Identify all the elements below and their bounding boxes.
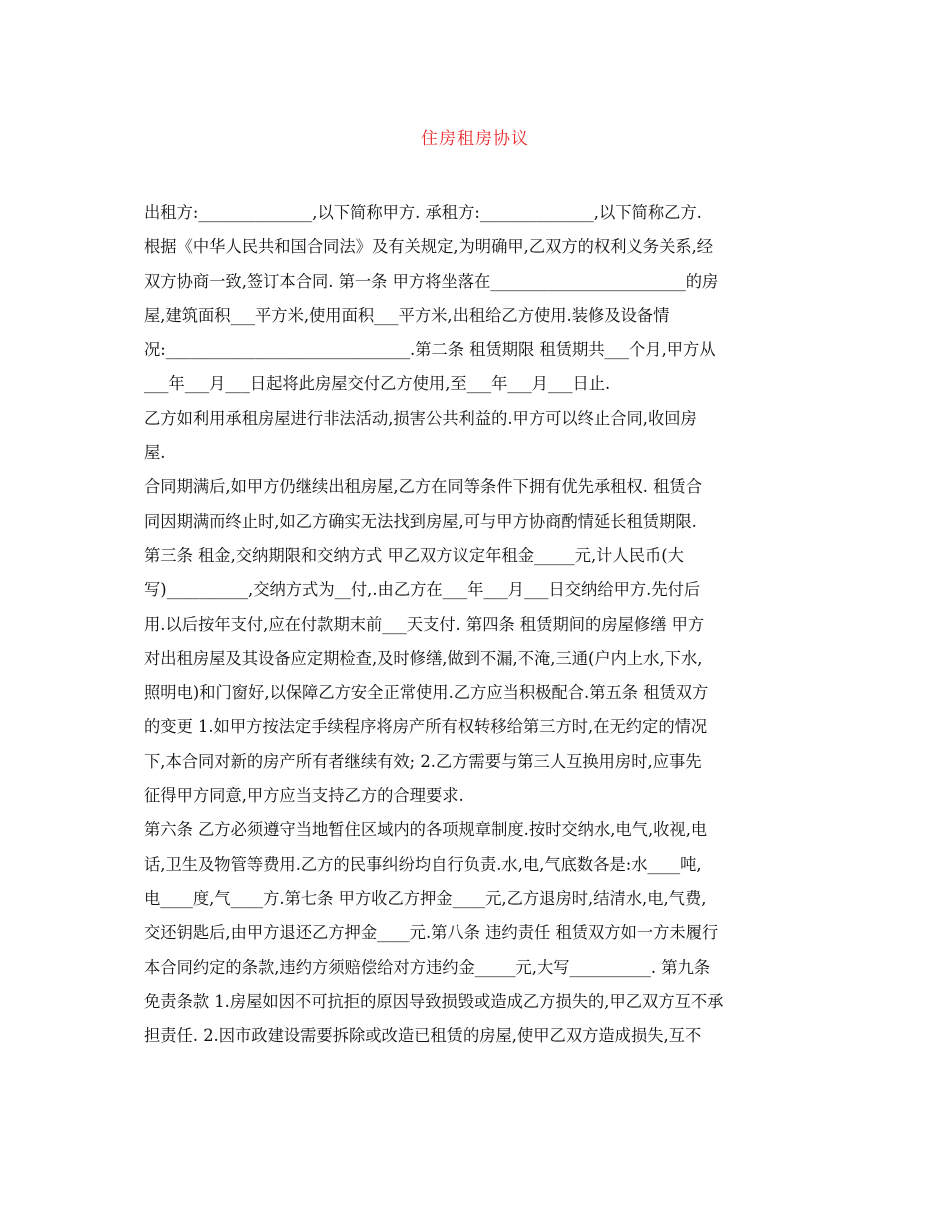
document-title: 住房租房协议 [421,129,529,149]
text-line: 本合同约定的条款,违约方须赔偿给对方违约金_____元,大写__________. 第九条 [144,957,711,977]
text-line: 免责条款 1.房屋如因不可抗拒的原因导致损毁或造成乙方损失的,甲乙双方互不承 [144,991,724,1011]
document-body [144,196,824,1053]
text-line: 况:______________________________.第二条 租赁期限 租赁期共___个月,甲方从 [144,340,716,360]
text-line: 的变更 1.如甲方按法定手续程序将房产所有权转移给第三方时,在无约定的情况 [144,717,708,737]
text-line: 照明电)和门窗好,以保障乙方安全正常使用.乙方应当积极配合.第五条 租赁双方 [144,683,709,703]
text-line: 双方协商一致,签订本合同. 第一条 甲方将坐落在________________________的房 [144,271,719,291]
text-line: 根据《中华人民共和国合同法》及有关规定,为明确甲,乙双方的权利义务关系,经 [144,237,714,257]
text-line: 出租方:______________,以下简称甲方. 承租方:______________,以下简称乙方. [144,203,702,222]
text-line: 写)__________,交纳方式为__付,.由乙方在___年___月___日交纳给甲方.先付后 [144,580,701,600]
text-line: 第三条 租金,交纳期限和交纳方式 甲乙双方议定年租金_____元,计人民币(大 [144,545,684,565]
text-line: 屋,建筑面积___平方米,使用面积___平方米,出租给乙方使用.装修及设备情 [144,305,670,325]
text-line: 同因期满而终止时,如乙方确实无法找到房屋,可与甲方协商酌情延长租赁期限. [144,511,697,531]
text-line: 下,本合同对新的房产所有者继续有效; 2.乙方需要与第三人互换用房时,应事先 [144,751,702,771]
text-line: 担责任. 2.因市政建设需要拆除或改造已租赁的房屋,使甲乙双方造成损失,互不 [144,1026,702,1046]
text-line: 电____度,气____方.第七条 甲方收乙方押金____元,乙方退房时,结清水,电,气费, [144,888,707,908]
text-line: 乙方如利用承租房屋进行非法活动,损害公共利益的.甲方可以终止合同,收回房 [144,408,697,428]
text-line: 话,卫生及物管等费用.乙方的民事纠纷均自行负责.水,电,气底数各是:水____吨, [144,854,702,874]
text-line: 第六条 乙方必须遵守当地暂住区域内的各项规章制度.按时交纳水,电气,收视,电 [144,820,708,840]
text-line: 合同期满后,如甲方仍继续出租房屋,乙方在同等条件下拥有优先承租权. 租赁合 [144,477,702,497]
text-line: 屋. [144,443,166,463]
text-line: 征得甲方同意,甲方应当支持乙方的合理要求. [144,786,464,806]
text-line: 用.以后按年支付,应在付款期末前___天支付. 第四条 租赁期间的房屋修缮 甲方 [144,614,705,634]
text-line: 交还钥匙后,由甲方退还乙方押金____元.第八条 违约责任 租赁双方如一方未履行 [144,923,719,943]
text-line: ___年___月___日起将此房屋交付乙方使用,至___年___月___日止. [144,374,611,394]
text-line: 对出租房屋及其设备应定期检查,及时修缮,做到不漏,不淹,三通(户内上水,下水, [144,648,703,668]
